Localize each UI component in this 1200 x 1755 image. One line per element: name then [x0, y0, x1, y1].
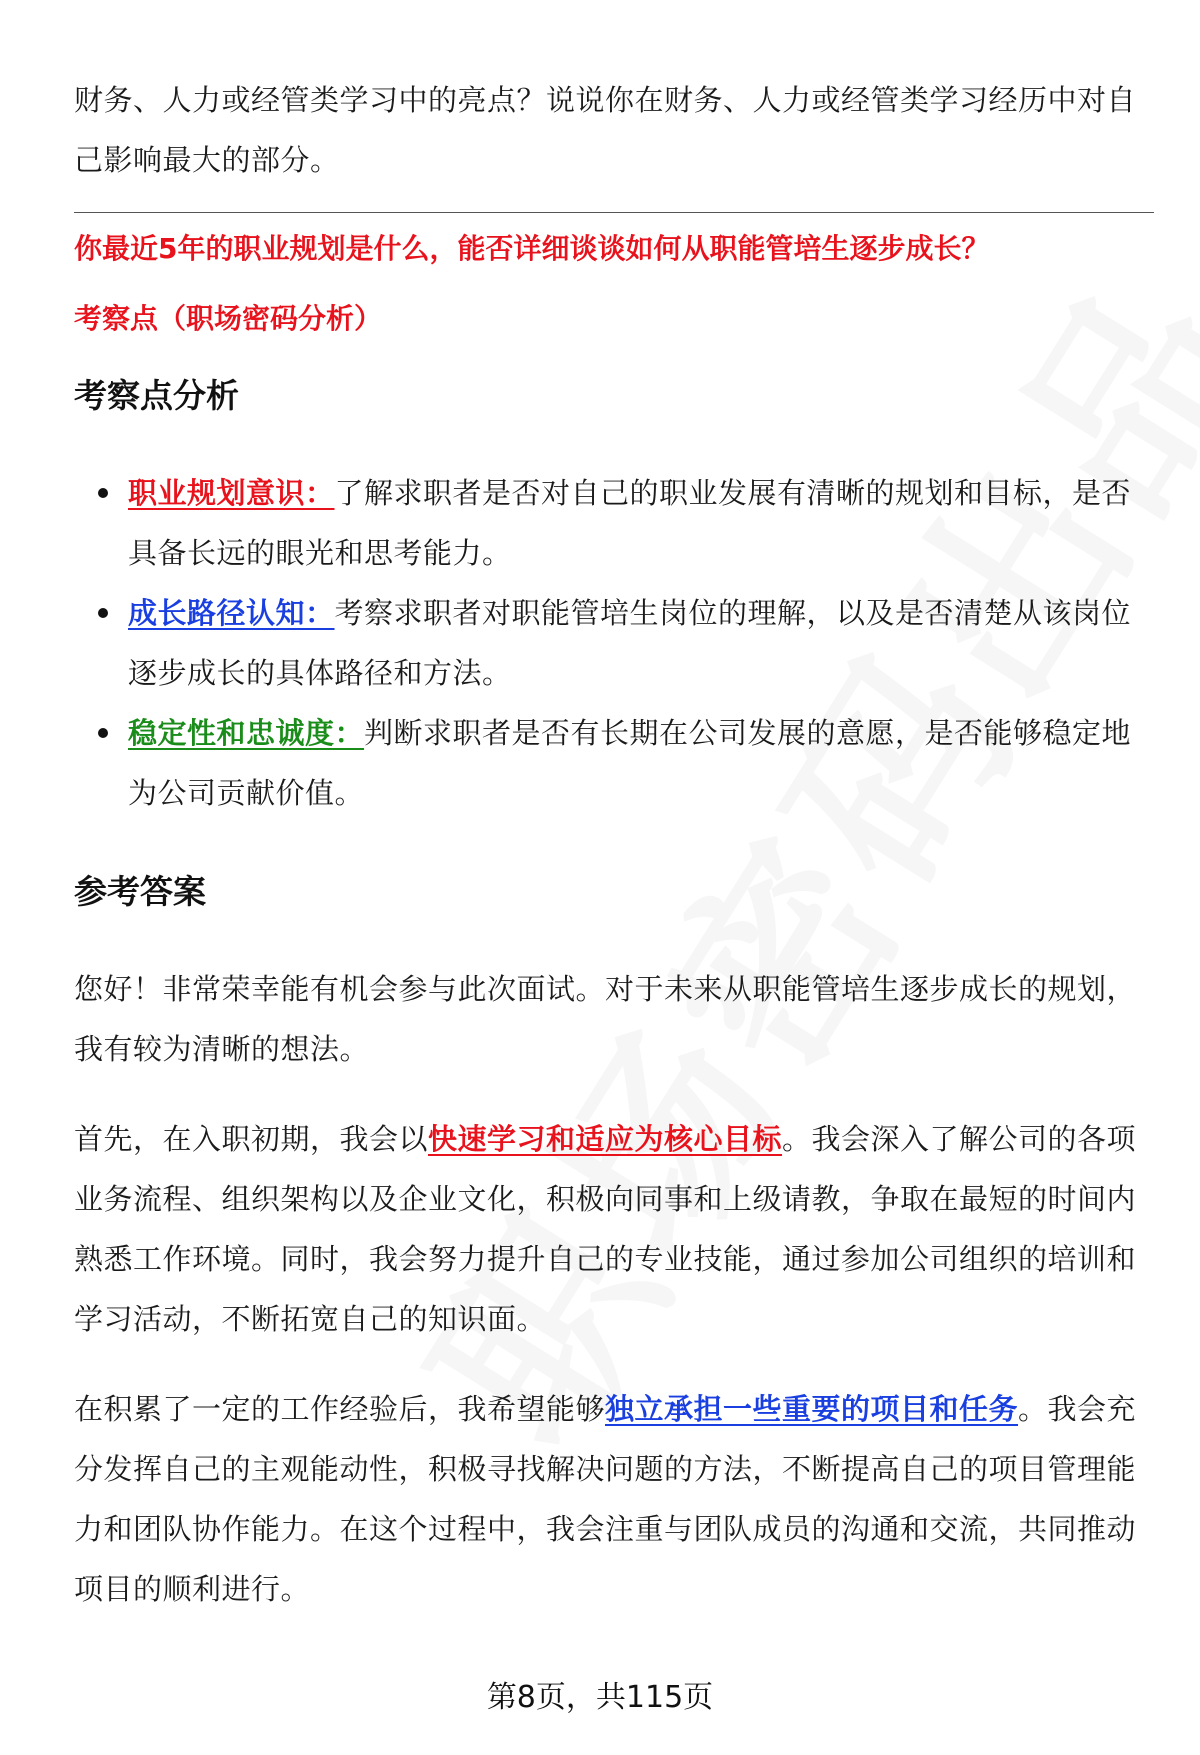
- divider: [74, 212, 1154, 213]
- analysis-subtitle: 考察点（职场密码分析）: [74, 302, 383, 335]
- answer-heading: 参考答案: [74, 872, 206, 911]
- bullet-icon: [98, 608, 108, 618]
- paragraph-text: 首先，在入职初期，我会以: [74, 1122, 429, 1156]
- point-text: 考察求职者对职能管培生岗位的理解，以及是否清楚从该岗位逐步成长的具体路径和方法。: [128, 596, 1132, 690]
- point-keyword: 成长路径认知：: [128, 596, 335, 630]
- intro-text: 财务、人力或经管类学习中的亮点？说说你在财务、人力或经管类学习经历中对自己影响最大的部分。: [74, 83, 1137, 177]
- question-title: 你最近5年的职业规划是什么，能否详细谈谈如何从职能管培生逐步成长？: [74, 232, 990, 265]
- analysis-list: [74, 463, 1154, 823]
- list-item: [74, 703, 1154, 823]
- analysis-heading: 考察点分析: [74, 376, 239, 415]
- point-keyword: 稳定性和忠诚度：: [128, 716, 365, 750]
- answer-paragraph-2: [74, 1109, 1154, 1349]
- paragraph-text: 在积累了一定的工作经验后，我希望能够: [74, 1392, 606, 1426]
- point-text: 判断求职者是否有长期在公司发展的意愿，是否能够稳定地为公司贡献价值。: [128, 716, 1132, 810]
- highlight-text: 快速学习和适应为核心目标: [428, 1122, 783, 1156]
- bullet-icon: [98, 728, 108, 738]
- answer-body: [74, 959, 1154, 1619]
- bullet-icon: [98, 488, 108, 498]
- point-text: 了解求职者是否对自己的职业发展有清晰的规划和目标，是否具备长远的眼光和思考能力。: [128, 476, 1132, 570]
- list-item: [74, 583, 1154, 703]
- point-keyword: 职业规划意识：: [128, 476, 335, 510]
- answer-paragraph-3: [74, 1379, 1154, 1619]
- paragraph-text: 。我会深入了解公司的各项业务流程、组织架构以及企业文化，积极向同事和上级请教，争取在最短的时间内熟悉工作环境。同时，我会努力提升自己的专业技能，通过参加公司组织的培训和学习活动，不断拓宽自己的知识面。: [74, 1122, 1137, 1336]
- document-page: [74, 70, 1154, 1649]
- answer-paragraph-1: 您好！非常荣幸能有机会参与此次面试。对于未来从职能管培生逐步成长的规划，我有较为清晰的想法。: [74, 972, 1137, 1066]
- paragraph-text: 。我会充分发挥自己的主观能动性，积极寻找解决问题的方法，不断提高自己的项目管理能力和团队协作能力。在这个过程中，我会注重与团队成员的沟通和交流，共同推动项目的顺利进行。: [74, 1392, 1137, 1606]
- page-number: 第8页，共115页: [486, 1680, 714, 1715]
- list-item: [74, 463, 1154, 583]
- highlight-text: 独立承担一些重要的项目和任务: [605, 1392, 1019, 1426]
